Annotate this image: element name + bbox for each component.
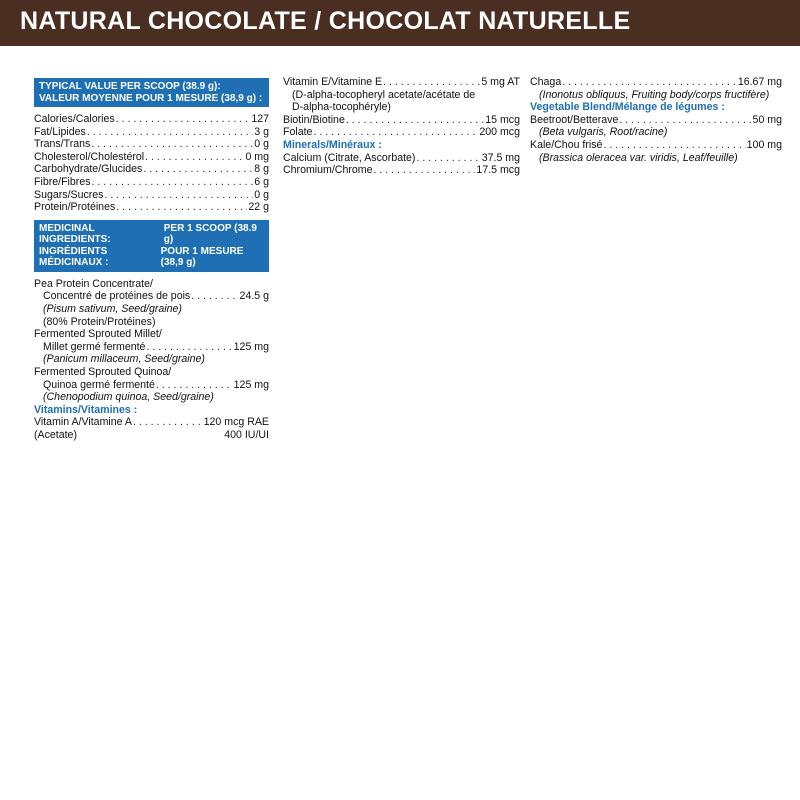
table-row: Fat/Lipides . . . 3 g (34, 126, 269, 139)
table-row: Beetroot/Betterave . . . 50 mg (530, 114, 782, 127)
ingredient-vitamin-a: Vitamin A/Vitamine A . . . 120 mcg RAE (Acetate) 400 IU/UI (34, 416, 269, 441)
table-row: Calories/Calories . . . 127 (34, 113, 269, 126)
vitamin-rows (283, 114, 520, 139)
ingredient-chaga: Chaga . . . 16.67 mg (Inonotus obliquus, Fruiting body/corps fructifère) (530, 76, 782, 101)
table-row: Cholesterol/Cholestérol . . . 0 mg (34, 151, 269, 164)
table-row: Trans/Trans . . . 0 g (34, 138, 269, 151)
table-row: Chromium/Chrome . . . 17.5 mcg (283, 164, 520, 177)
table-row: Calcium (Citrate, Ascorbate) . . . 37.5 mg (283, 152, 520, 165)
mineral-rows (283, 152, 520, 177)
medicinal-header: MEDICINAL INGREDIENTS: PER 1 SCOOP (38.9 g) INGRÉDIENTS MÉDICINAUX : POUR 1 MESURE (38,9 g) (34, 220, 269, 272)
table-row: Biotin/Biotine . . . 15 mcg (283, 114, 520, 127)
ingredient-quinoa: Fermented Sprouted Quinoa/ Quinoa germé fermenté . . . 125 mg (Chenopodium quinoa, Seed/graine) (34, 366, 269, 404)
minerals-heading: Minerals/Minéraux : (283, 138, 382, 151)
table-row: Carbohydrate/Glucides . . . 8 g (34, 163, 269, 176)
vegetable-rows: Beetroot/Betterave . . . 50 mg (Beta vulgaris, Root/racine) Kale/Chou frisé . . . 100 mg (Brassica oleracea var. viridis, Leaf/feuille) (530, 114, 782, 164)
column-1 (34, 78, 269, 441)
typical-value-header: TYPICAL VALUE PER SCOOP (38.9 g): VALEUR MOYENNE POUR 1 MESURE (38,9 g) : (34, 78, 269, 107)
ingredient-pea: Pea Protein Concentrate/ Concentré de protéines de pois . . . 24.5 g (Pisum sativum, Seed/graine) (80% Protein/Protéines) (34, 278, 269, 328)
table-row: Fibre/Fibres . . . 6 g (34, 176, 269, 189)
banner (0, 0, 800, 46)
column-3 (530, 76, 782, 164)
vegetable-blend-heading: Vegetable Blend/Mélange de légumes : (530, 101, 725, 114)
nutrition-table (34, 113, 269, 214)
ingredient-vitamin-e: Vitamin E/Vitamine E . . . 5 mg AT (D-alpha-tocopheryl acetate/acétate de D-alpha-tocophéryle) (283, 76, 520, 114)
table-row: Kale/Chou frisé . . . 100 mg (530, 139, 782, 152)
vitamins-heading: Vitamins/Vitamines : (34, 403, 138, 416)
ingredient-millet: Fermented Sprouted Millet/ Millet germé fermenté . . . 125 mg (Panicum millaceum, Seed/graine) (34, 328, 269, 366)
table-row: Protein/Protéines . . . 22 g (34, 201, 269, 214)
table-row: Sugars/Sucres . . . 0 g (34, 189, 269, 202)
table-row: Folate . . . 200 mcg (283, 126, 520, 139)
page-title: NATURAL CHOCOLATE / CHOCOLAT NATURELLE (20, 7, 631, 35)
column-2 (283, 76, 520, 177)
